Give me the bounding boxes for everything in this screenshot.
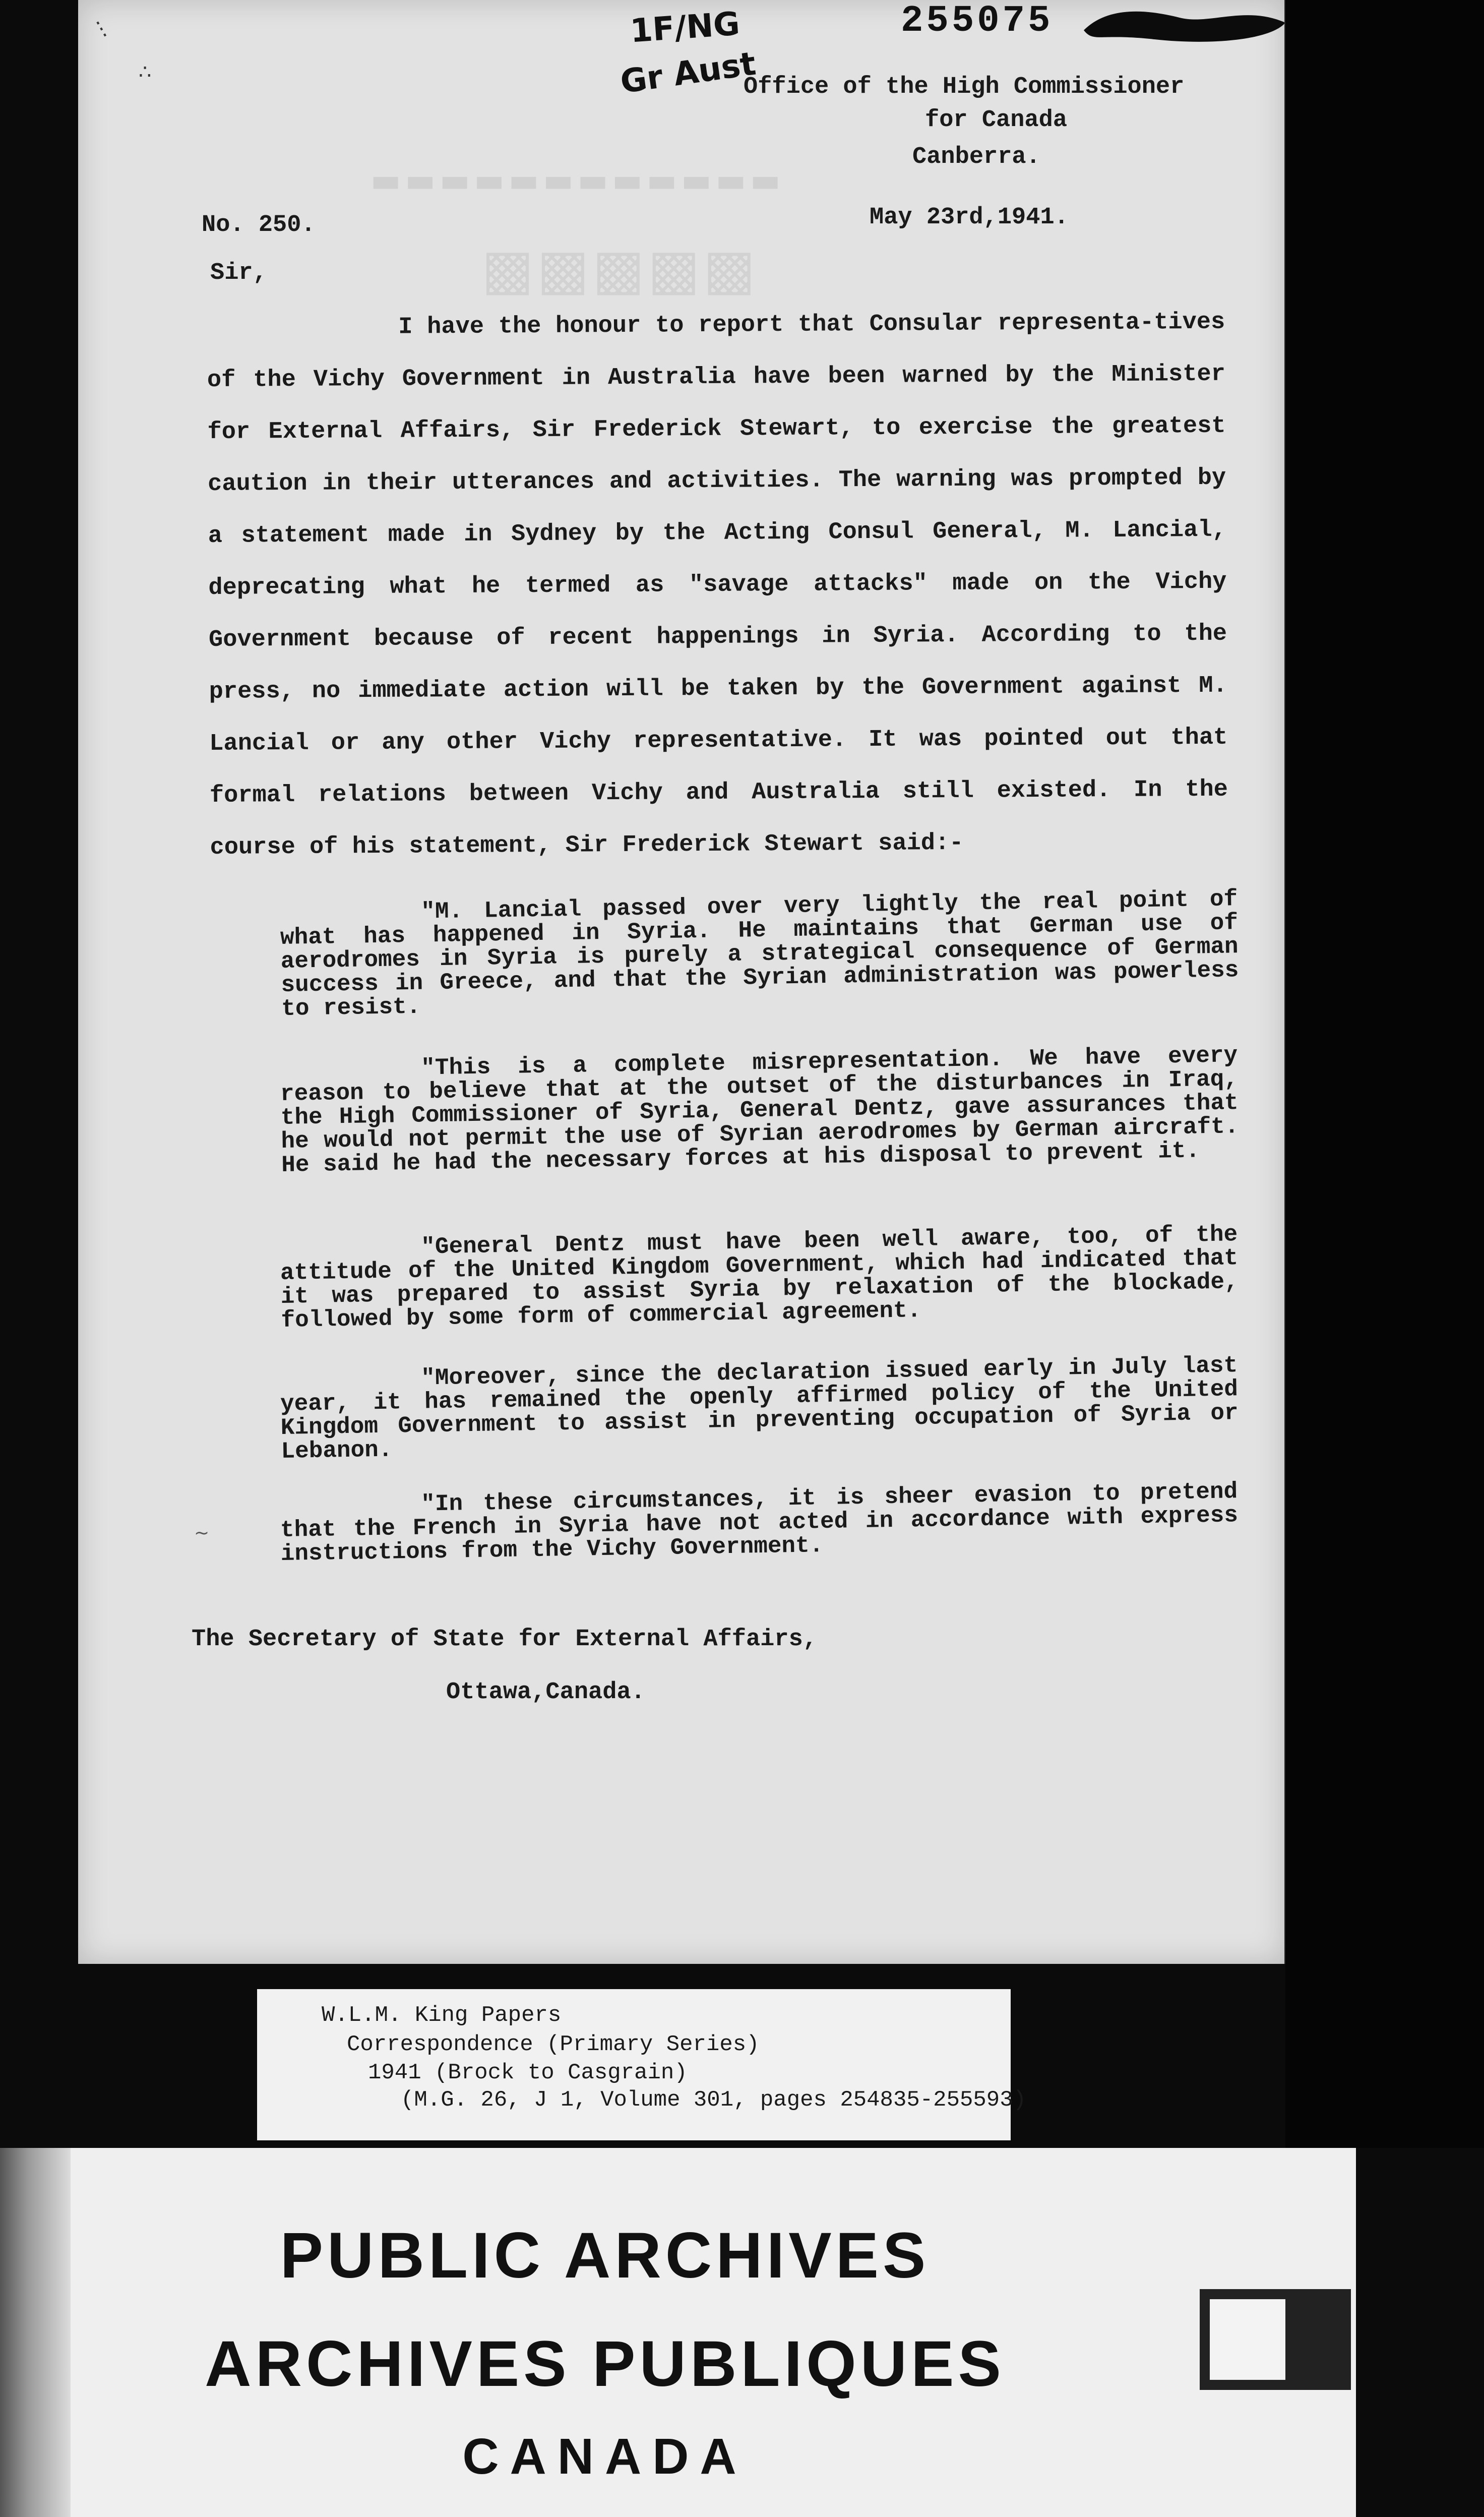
document-page: [78, 0, 1285, 1964]
quoted-paragraph: "General Dentz must have been well aware, too, of the attitude of the United Kingdom Government, which had indicated that it was prepared to assist Syria by relaxation of the blockade, followed by some form of commercial agreement.: [280, 1221, 1239, 1334]
addressee-city: Ottawa,Canada.: [446, 1679, 645, 1706]
label-line: (M.G. 26, J 1, Volume 301, pages 254835-255593): [401, 2087, 1027, 2113]
faded-stamp: ▩▩▩▩▩: [481, 237, 759, 302]
label-line: 1941 (Brock to Casgrain): [368, 2060, 688, 2085]
card-tab: [1200, 2289, 1351, 2390]
film-border: [1285, 0, 1484, 2148]
handwritten-note: Gr Aust: [618, 45, 758, 101]
handwritten-note: 1F/NG: [629, 5, 741, 50]
letterhead: [744, 71, 1184, 137]
margin-mark: ~: [194, 1523, 210, 1543]
dispatch-number: No. 250.: [202, 212, 316, 238]
quoted-paragraph: "M. Lancial passed over very lightly the real point of what has happened in Syria. He maintains that German use of aerodromes in Syria is purely a strategical consequence of German success in Greece, and that the Syrian administration was powerless to resist.: [280, 886, 1239, 1022]
corner-mark: ⋮: [87, 14, 116, 44]
archive-label-card: [257, 1989, 1027, 2140]
archive-title-card: [0, 2148, 1356, 2517]
letterhead-city: Canberra.: [912, 144, 1040, 170]
archive-title-english: PUBLIC ARCHIVES: [280, 2220, 930, 2292]
salutation: Sir,: [210, 260, 267, 286]
quoted-paragraph: "In these circumstances, it is sheer evasion to pretend that the French in Syria have not acted in accordance with express instructions from the Vichy Government.: [280, 1478, 1239, 1567]
quoted-paragraph: "Moreover, since the declaration issued early in July last year, it has remained the openly affirmed policy of the United Kingdom Government to assist in preventing occupation of Syria or Lebanon.: [280, 1352, 1239, 1465]
redaction-scribble: [1079, 0, 1290, 48]
letterhead-office: Office of the High Commissioner: [744, 74, 1185, 100]
dispatch-date: May 23rd,1941.: [870, 204, 1069, 231]
letterhead-country: for Canada: [925, 107, 1068, 134]
label-line: W.L.M. King Papers: [322, 2003, 562, 2028]
document-number: 255075: [901, 0, 1054, 42]
body-paragraph: I have the honour to report that Consular representa-tives of the Vichy Government in Australia have been warned by the Minister for External Affairs, Sir Frederick Stewart, to exercise the greatest caution in their utterances and activities. The warning was prompted by a statement made in Sydney by the Acting Consul General, M. Lancial, deprecating what he termed as "savage attacks" made on the Vichy Government because of recent happenings in Syria. According to the press, no immediate action will be taken by the Government against M. Lancial or any other Vichy representative. It was pointed out that formal relations between Vichy and Australia still existed. In the course of his statement, Sir Frederick Stewart said:-: [207, 309, 1228, 861]
faded-stamp: ▬▬▬▬▬▬▬▬▬▬▬▬: [370, 166, 785, 204]
archive-country: CANADA: [462, 2428, 748, 2485]
corner-mark: ∴: [139, 61, 152, 84]
archive-title-french: ARCHIVES PUBLIQUES: [205, 2328, 1005, 2400]
addressee: The Secretary of State for External Affairs,: [192, 1626, 818, 1653]
quoted-paragraph: "This is a complete misrepresentation. We have every reason to believe that at the outset of the disturbances in Iraq, the High Commissioner of Syria, General Dentz, gave assurances that he would not permit the use of Syrian aerodromes by German aircraft. He said he had the necessary forces at his disposal to prevent it.: [280, 1042, 1239, 1178]
label-line: Correspondence (Primary Series): [347, 2032, 760, 2057]
